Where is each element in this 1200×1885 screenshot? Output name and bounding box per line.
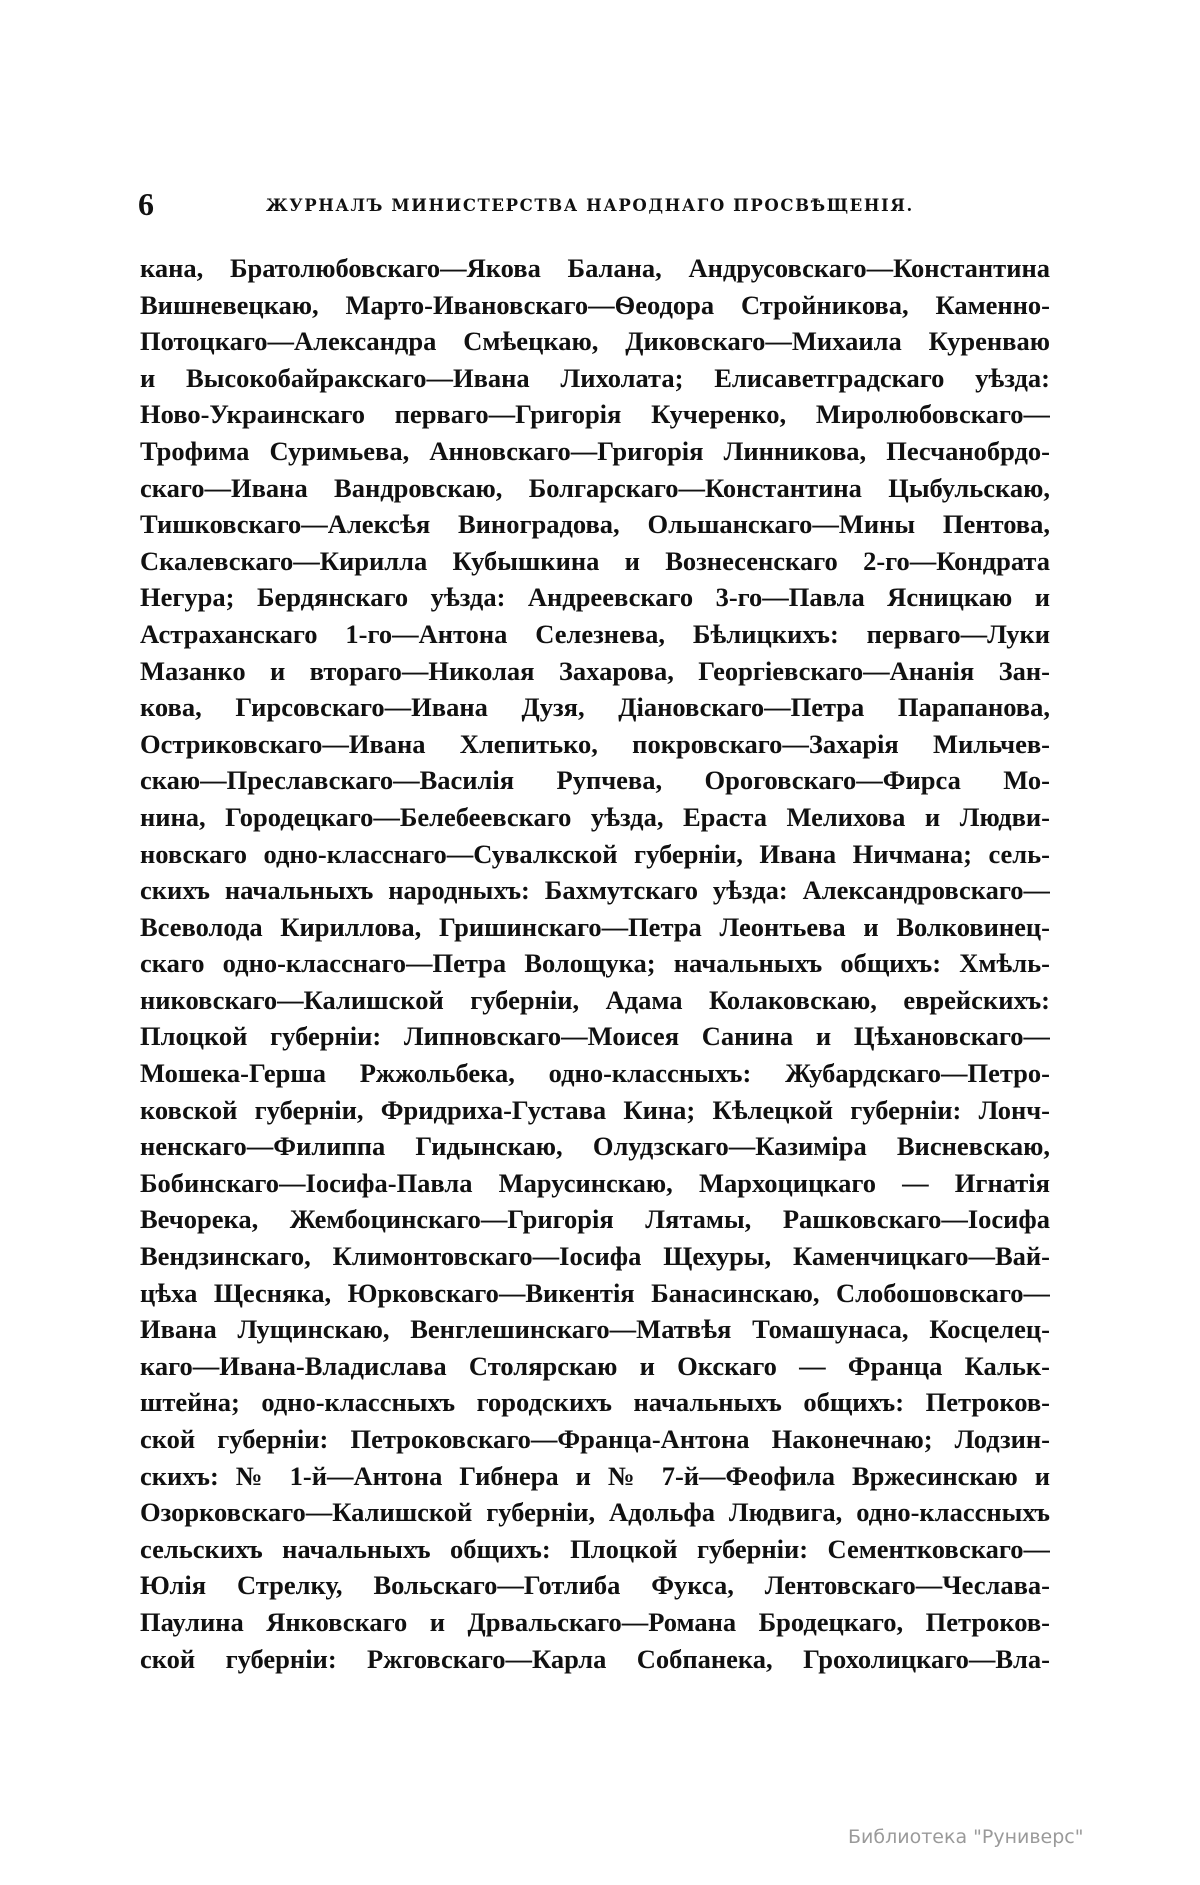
text-line: Плоцкой губерніи: Липновскаго—Моисея Санина и Цѣхановскаго— bbox=[140, 1021, 1050, 1052]
text-line: Юлія Стрелку, Вольскаго—Готлиба Фукса, Лентовскаго—Чеслава- bbox=[140, 1570, 1050, 1601]
text-line: Трофима Суримьева, Анновскаго—Григорія Линникова, Песчанобрдо- bbox=[140, 435, 1050, 466]
text-line: Мошека-Герша Ржжольбека, одно-классныхъ: Жубардскаго—Петро- bbox=[140, 1058, 1050, 1089]
text-line: Озорковскаго—Калишской губерніи, Адольфа Людвига, одно-классныхъ bbox=[140, 1497, 1050, 1528]
text-line: ненскаго—Филиппа Гидынскаю, Олудзскаго—Казиміра Висневскаю, bbox=[140, 1131, 1050, 1162]
text-line: скаго—Ивана Вандровскаю, Болгарскаго—Константина Цыбульскаю, bbox=[140, 472, 1050, 503]
text-line: Паулина Янковскаго и Дрвальскаго—Романа Бродецкаго, Петроков- bbox=[140, 1606, 1050, 1637]
text-line: штейна; одно-классныхъ городскихъ начальныхъ общихъ: Петроков- bbox=[140, 1387, 1050, 1418]
text-line: никовскаго—Калишской губерніи, Адама Колаковскаю, еврейскихъ: bbox=[140, 984, 1050, 1015]
text-line: Потоцкаго—Александра Смѣецкаю, Диковскаго—Михаила Куренваю bbox=[140, 326, 1050, 357]
text-line: Ново-Украинскаго перваго—Григорія Кучеренко, Миролюбовскаго— bbox=[140, 399, 1050, 430]
text-line: Негура; Бердянскаго уѣзда: Андреевскаго 3-го—Павла Ясницкаю и bbox=[140, 582, 1050, 613]
text-line: цѣха Щесняка, Юрковскаго—Викентія Банасинскаю, Слобошовскаго— bbox=[140, 1277, 1050, 1308]
text-line: ской губерніи: Петроковскаго—Франца-Антона Наконечнаю; Лодзин- bbox=[140, 1424, 1050, 1454]
text-line: ской губерніи: Ржговскаго—Карла Собпанека, Грохолицкаго—Вла- bbox=[140, 1643, 1050, 1674]
page-number: 6 bbox=[138, 186, 154, 222]
text-line: Бобинскаго—Іосифа-Павла Марусинскаю, Мархоцицкаго — Игнатія bbox=[140, 1167, 1050, 1198]
text-line: Ивана Лущинскаю, Венглешинскаго—Матвѣя Томашунаса, Косцелец- bbox=[140, 1314, 1050, 1345]
text-line: Тишковскаго—Алексѣя Виноградова, Ольшанскаго—Мины Пентова, bbox=[140, 509, 1050, 540]
text-line: Вендзинскаго, Климонтовскаго—Іосифа Щехуры, Каменчицкаго—Вай- bbox=[140, 1241, 1050, 1272]
text-line: скаю—Преславскаго—Василія Рупчева, Ороговскаго—Фирса Мо- bbox=[140, 765, 1050, 796]
running-title: ЖУРНАЛЪ МИНИСТЕРСТВА НАРОДНАГО ПРОСВѢЩЕНІЯ. bbox=[266, 196, 914, 215]
text-line: Вишневецкаю, Марто-Ивановскаго—Ѳеодора Стройникова, Каменно- bbox=[140, 289, 1050, 320]
text-line: и Высокобайракскаго—Ивана Лихолата; Елисаветградскаго уѣзда: bbox=[140, 362, 1050, 393]
text-line: Скалевскаго—Кирилла Кубышкина и Вознесенскаго 2-го—Кондрата bbox=[140, 545, 1050, 576]
text-line: Остриковскаго—Ивана Хлепитько, покровскаго—Захарія Мильчев- bbox=[140, 728, 1050, 759]
text-line: Астраханскаго 1-го—Антона Селезнева, Бѣлицкихъ: перваго—Луки bbox=[140, 618, 1050, 649]
text-line: кова, Гирсовскаго—Ивана Дузя, Діановскаго—Петра Парапанова, bbox=[140, 692, 1050, 723]
text-line: скаго одно-класснаго—Петра Волощука; начальныхъ общихъ: Хмѣль- bbox=[140, 948, 1050, 979]
text-line: ковской губерніи, Фридриха-Густава Кина; Кѣлецкой губерніи: Лонч- bbox=[140, 1094, 1050, 1125]
text-line: сельскихъ начальныхъ общихъ: Плоцкой губерніи: Сементковскаго— bbox=[140, 1533, 1050, 1564]
text-line: нина, Городецкаго—Белебеевскаго уѣзда, Ераста Мелихова и Людви- bbox=[140, 801, 1050, 832]
text-line: кана, Братолюбовскаго—Якова Балана, Андрусовскаго—Константина bbox=[140, 253, 1050, 283]
text-line: Всеволода Кириллова, Гришинскаго—Петра Леонтьева и Волковинец- bbox=[140, 911, 1050, 942]
page-header bbox=[138, 186, 1042, 226]
library-watermark: Библиотека "Руниверс" bbox=[848, 1826, 1084, 1848]
body-text bbox=[140, 250, 1050, 1677]
text-line: новскаго одно-класснаго—Сувалкской губерніи, Ивана Ничмана; сель- bbox=[140, 838, 1050, 869]
text-line: каго—Ивана-Владислава Столярскаю и Окскаго — Франца Кальк- bbox=[140, 1350, 1050, 1381]
text-line: Мазанко и втораго—Николая Захарова, Георгіевскаго—Ананія Зан- bbox=[140, 655, 1050, 686]
text-line: Вечорека, Жембоцинскаго—Григорія Лятамы, Рашковскаго—Іосифа bbox=[140, 1204, 1050, 1235]
text-line: скихъ: № 1-й—Антона Гибнера и № 7-й—Феофила Вржесинскаю и bbox=[140, 1460, 1050, 1491]
text-line: скихъ начальныхъ народныхъ: Бахмутскаго уѣзда: Александровскаго— bbox=[140, 875, 1050, 906]
